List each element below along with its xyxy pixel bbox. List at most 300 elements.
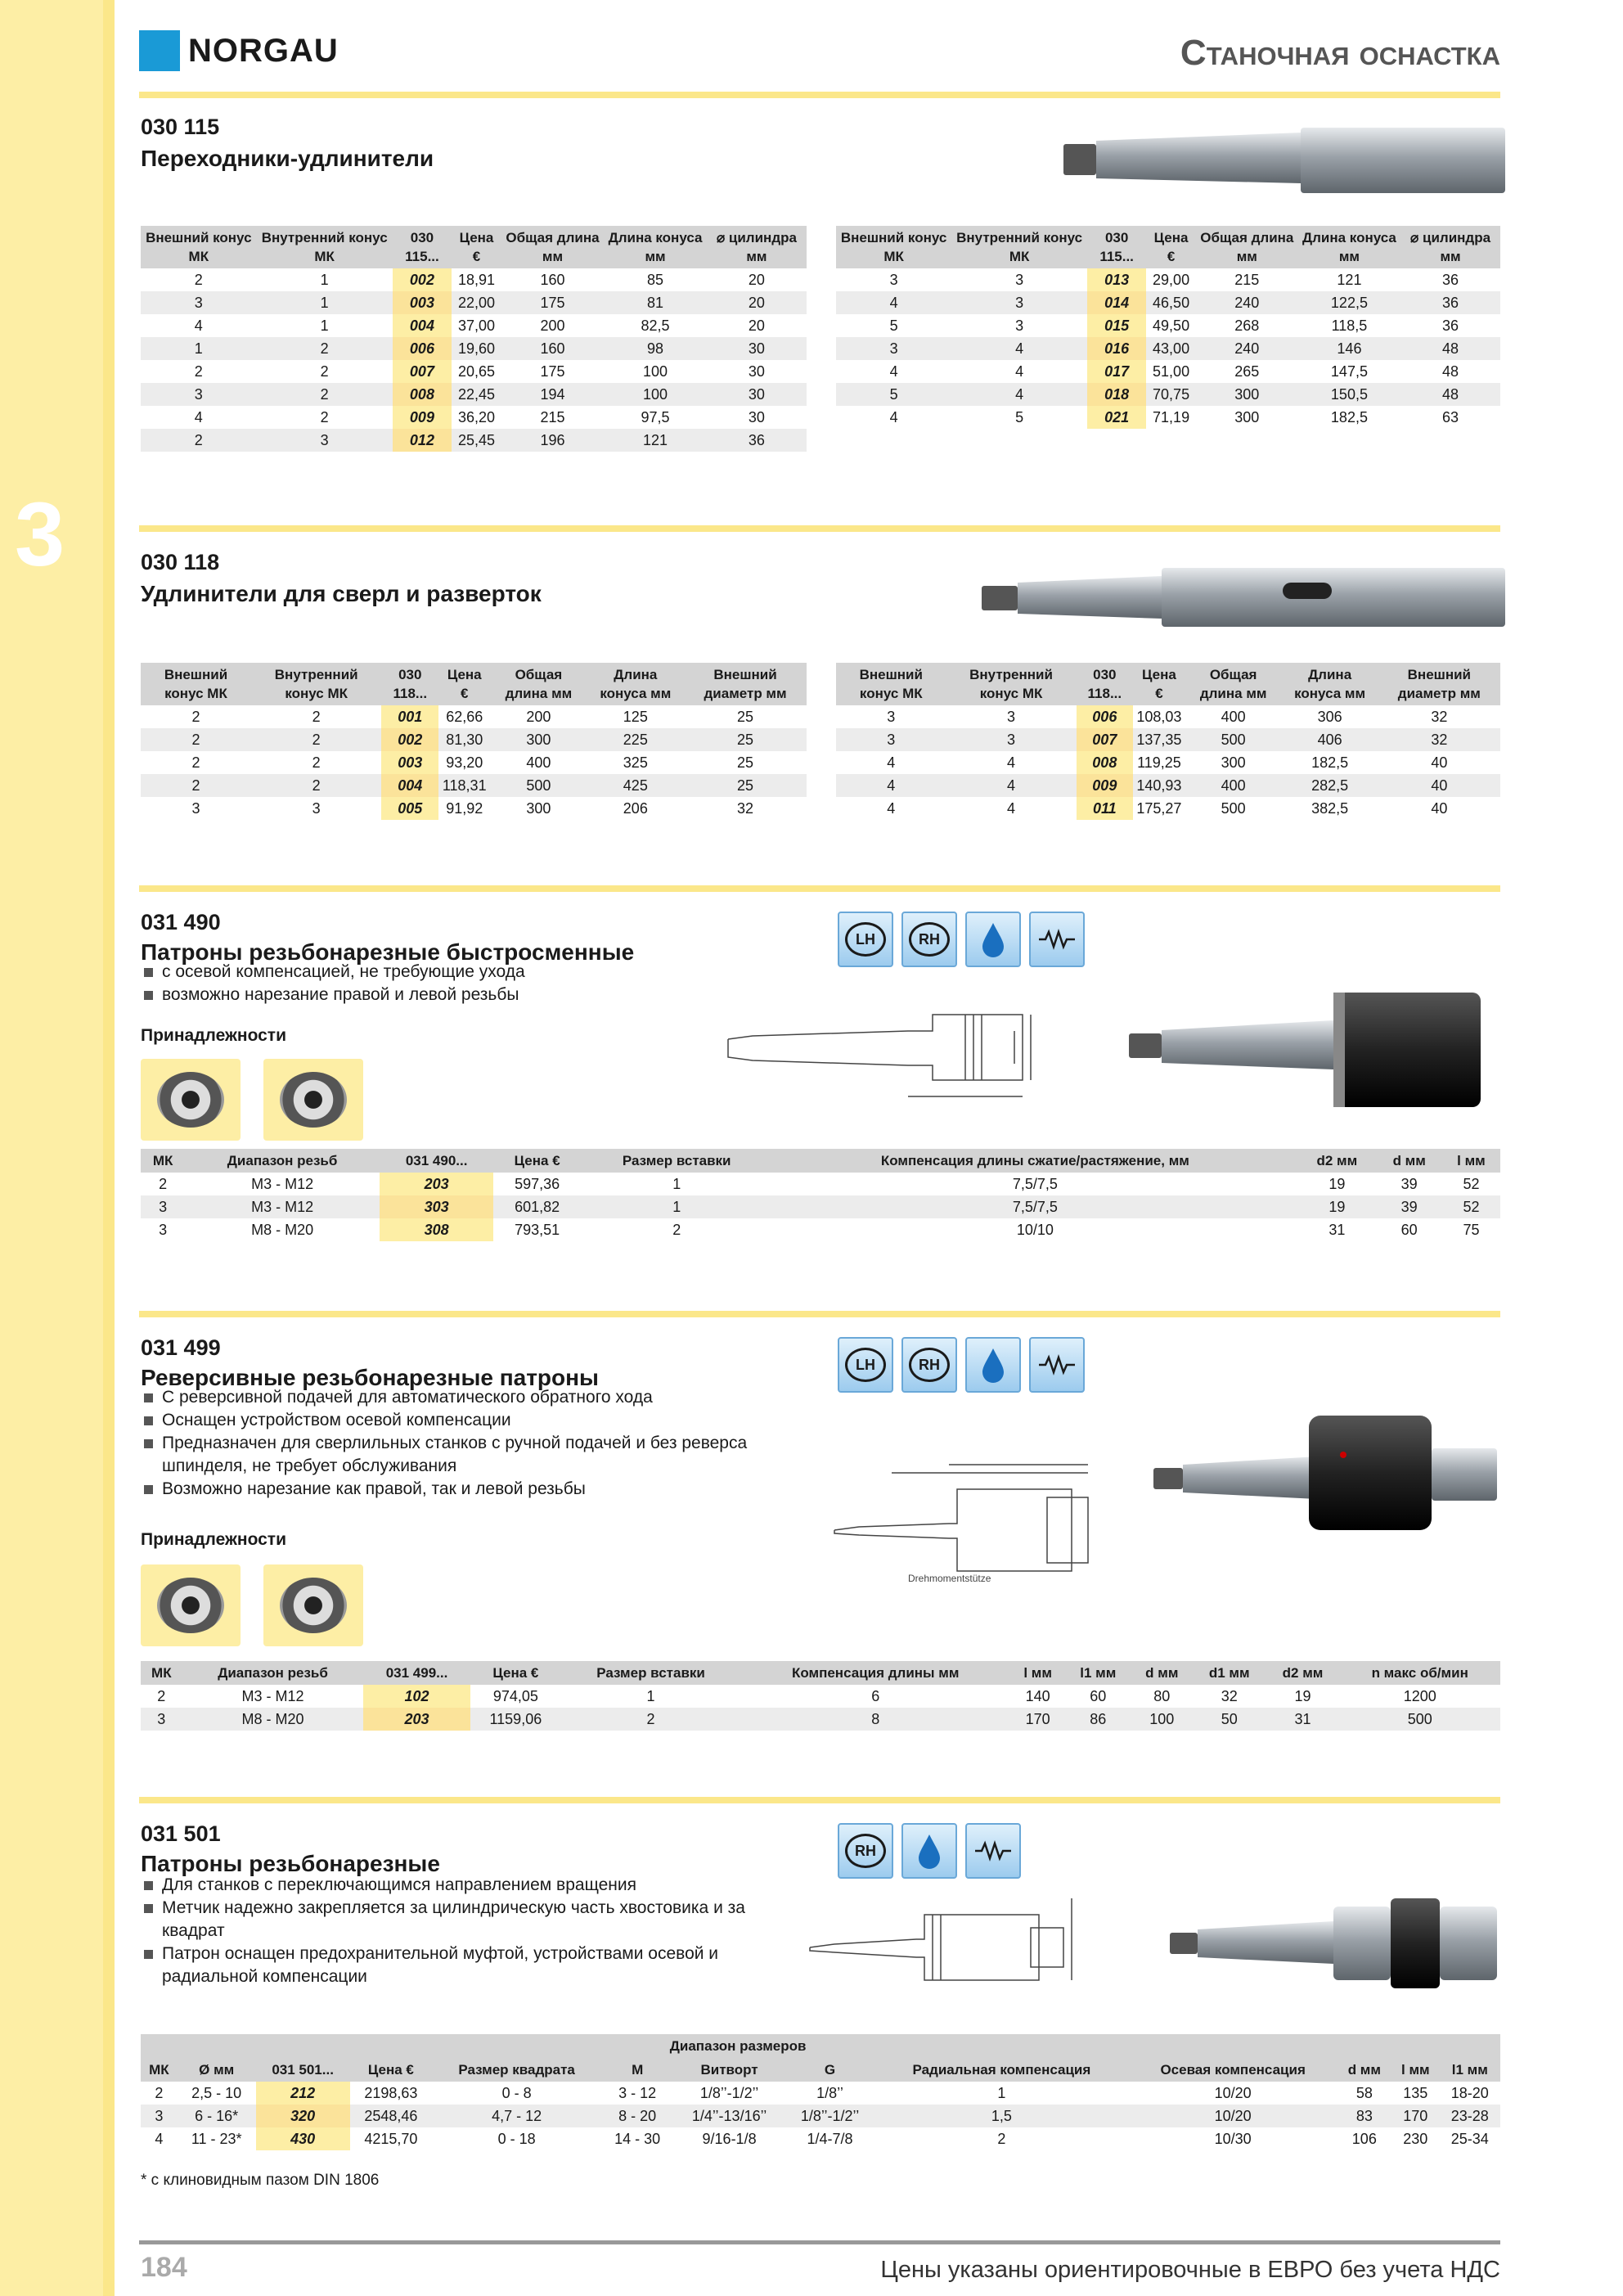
spec-table-030118-right [836, 663, 1500, 820]
divider [139, 92, 1500, 98]
table-cell: 3 [836, 728, 946, 751]
side-strip [0, 0, 115, 2296]
section-code: 030 115 [141, 115, 220, 139]
col-header: d2 мм [1266, 1661, 1340, 1685]
col-header: Внешний конус МК [836, 226, 951, 268]
col-header: Длина конуса мм [1282, 663, 1378, 705]
table-cell: 32 [1221, 1688, 1238, 1704]
table-row [141, 268, 807, 291]
table-cell: 175 [540, 363, 565, 380]
chuck-photo [1129, 978, 1489, 1117]
table-cell: 2 [141, 728, 251, 751]
table-cell: 4 [155, 2131, 164, 2147]
table-cell: 19 [1294, 1688, 1311, 1704]
article-code-cell: 014 [1087, 291, 1146, 314]
table-cell: 282,5 [1282, 774, 1378, 797]
table-cell: 106 [1351, 2131, 1377, 2147]
col-header: 030 118... [381, 663, 438, 705]
table-cell: 160 [501, 337, 604, 360]
table-cell: 81 [604, 291, 707, 314]
table-cell: 2 [320, 363, 329, 380]
table-cell: 122,5 [1298, 291, 1400, 314]
table-cell: 85 [647, 272, 664, 288]
table-cell: 52 [1442, 1195, 1500, 1218]
table-cell: 8 [740, 1708, 1011, 1731]
spec-table-031501 [141, 2034, 1500, 2150]
table-cell: 2 [251, 728, 381, 751]
table-cell: 19 [1297, 1195, 1376, 1218]
article-code-cell: 203 [363, 1708, 470, 1731]
list-item: Для станков с переключающимся направлением вращения [141, 1874, 795, 1897]
article-code-cell: 004 [381, 774, 438, 797]
table-cell: 46,50 [1146, 291, 1196, 314]
table-cell: 300 [1234, 409, 1260, 425]
table-cell: 22,45 [452, 383, 501, 406]
brand-name: NORGAU [188, 32, 339, 69]
table-cell: 3 [889, 272, 898, 288]
table-cell: 51,00 [1153, 363, 1190, 380]
col-header: Цена € [493, 1149, 581, 1173]
feature-icons [838, 912, 1085, 967]
table-cell: 25 [737, 709, 754, 725]
table-cell: 48 [1400, 383, 1500, 406]
table-cell: 2 [155, 2085, 164, 2101]
table-row [836, 406, 1500, 429]
table-cell: 406 [1282, 728, 1378, 751]
left-hand-thread-icon: LH [838, 912, 893, 967]
table-cell: 3 [946, 728, 1077, 751]
table-cell: 6 [871, 1688, 880, 1704]
table-cell: 194 [501, 383, 604, 406]
table-cell: 146 [1298, 337, 1400, 360]
col-header: 031 501... [256, 2034, 350, 2082]
coolant-icon [901, 1823, 957, 1879]
footer-note: Цены указаны ориентировочные в ЕВРО без учета НДС [880, 2257, 1500, 2283]
table-row [836, 383, 1500, 406]
table-cell: 25 [737, 754, 754, 771]
table-cell: 36 [1400, 291, 1500, 314]
table-cell: 75 [1463, 1222, 1480, 1238]
table-cell: 100 [1131, 1708, 1193, 1731]
col-header: d мм [1376, 1149, 1441, 1173]
table-cell: 500 [1339, 1708, 1500, 1731]
table-cell: 8 - 20 [601, 2105, 673, 2127]
reversing-chuck-photo [1153, 1407, 1505, 1538]
table-cell: 300 [1196, 383, 1298, 406]
table-cell: 0 - 18 [497, 2131, 536, 2147]
table-cell: 10/20 [1129, 2105, 1338, 2127]
col-header: МК [141, 1661, 182, 1685]
table-cell: 2 [159, 1176, 168, 1192]
col-header: Длина конуса мм [604, 226, 707, 268]
section-title: Реверсивные резьбонарезные патроны [141, 1365, 599, 1390]
col-header: 030 115... [393, 226, 452, 268]
right-hand-thread-icon: RH [901, 912, 957, 967]
table-row [141, 728, 807, 751]
table-row [141, 1685, 1500, 1708]
table-cell: 3 [836, 337, 951, 360]
col-header: МК [141, 1149, 185, 1173]
table-cell: 25,45 [452, 429, 501, 452]
table-cell: 20 [748, 272, 765, 288]
table-cell: 3 [312, 800, 321, 817]
table-row [836, 291, 1500, 314]
table-cell: 200 [526, 709, 551, 725]
table-cell: 793,51 [515, 1222, 560, 1238]
table-cell: 2 [257, 337, 393, 360]
table-cell: 40 [1431, 800, 1448, 817]
article-code-cell: 015 [1087, 314, 1146, 337]
table-cell: 3 [141, 1195, 185, 1218]
table-cell: 48 [1400, 337, 1500, 360]
list-item: Метчик надежно закрепляется за цилиндрическую часть хвостовика и за квадрат [141, 1897, 795, 1943]
table-cell: 225 [587, 728, 685, 751]
table-cell: 5 [836, 383, 951, 406]
table-cell: 3 [141, 2105, 178, 2127]
table-cell: 1 [257, 291, 393, 314]
table-cell: 14 - 30 [614, 2131, 661, 2147]
col-header: Диапазон размеров [601, 2034, 874, 2058]
col-header: Внутренний конус МК [257, 226, 393, 268]
col-header: l мм [1442, 1149, 1500, 1173]
col-subheader: M [601, 2058, 673, 2082]
table-cell: 10/10 [1016, 1222, 1054, 1238]
spec-table-030118-left [141, 663, 807, 820]
spec-table-030115-right [836, 226, 1500, 429]
col-header: Ø мм [178, 2034, 256, 2082]
section-code: 031 501 [141, 1821, 221, 1846]
table-cell: 36 [1442, 317, 1459, 334]
table-cell: 2 [141, 429, 257, 452]
table-cell: 100 [604, 383, 707, 406]
table-cell: 2 [194, 272, 203, 288]
table-cell: 2 [191, 709, 200, 725]
table-row [141, 2082, 1500, 2105]
col-header: Радиальная компенсация [874, 2034, 1129, 2082]
spec-table-031490 [141, 1149, 1500, 1241]
article-code-cell: 320 [256, 2105, 350, 2127]
table-row [141, 751, 807, 774]
table-cell: 2 [312, 709, 321, 725]
table-row [141, 383, 807, 406]
table-row [836, 360, 1500, 383]
col-header: n макс об/мин [1339, 1661, 1500, 1685]
table-cell: 2 [141, 774, 251, 797]
table-cell: 2 [672, 1222, 681, 1238]
table-cell: 240 [1196, 291, 1298, 314]
table-cell: 40 [1431, 754, 1448, 771]
table-cell: 49,50 [1153, 317, 1190, 334]
article-code-cell: 012 [393, 429, 452, 452]
table-cell: 300 [526, 800, 551, 817]
table-cell: 62,66 [446, 709, 483, 725]
table-cell: 2198,63 [364, 2085, 418, 2101]
table-cell: 170 [1391, 2105, 1440, 2127]
table-cell: 5 [1015, 409, 1024, 425]
col-header: Компенсация длины мм [740, 1661, 1011, 1685]
compensation-icon [965, 1823, 1021, 1879]
table-cell: 597,36 [515, 1176, 560, 1192]
table-cell: 23-28 [1440, 2105, 1500, 2127]
article-code-cell: 016 [1087, 337, 1146, 360]
col-header: Размер квадрата [432, 2034, 601, 2082]
article-code-cell: 009 [1077, 774, 1134, 797]
table-cell: 1/8’’-1/2’’ [699, 2085, 759, 2101]
col-header: Внешний конус МК [836, 663, 946, 705]
table-cell: 50 [1193, 1708, 1266, 1731]
article-code-cell: 003 [393, 291, 452, 314]
table-cell: 240 [1196, 337, 1298, 360]
table-cell: 30 [707, 383, 807, 406]
col-header: Компенсация длины сжатие/растяжение, мм [772, 1149, 1297, 1173]
table-row [141, 1218, 1500, 1241]
table-row [836, 728, 1500, 751]
coolant-icon [965, 1337, 1021, 1393]
table-row [141, 406, 807, 429]
table-cell: 306 [1317, 709, 1342, 725]
table-cell: 2 [157, 1688, 166, 1704]
table-cell: 215 [1234, 272, 1260, 288]
article-code-cell: 002 [381, 728, 438, 751]
compensation-icon [1029, 912, 1085, 967]
list-item: С реверсивной подачей для автоматического обратного хода [141, 1386, 812, 1409]
table-cell: 2 [251, 774, 381, 797]
table-cell: 100 [643, 363, 668, 380]
feature-list [141, 1386, 812, 1501]
section-title: Удлинители для сверл и разверток [141, 581, 542, 606]
table-cell: 4,7 - 12 [432, 2105, 601, 2127]
col-header: ⌀ цилиндра мм [1400, 226, 1500, 268]
table-cell: 7,5/7,5 [1012, 1176, 1058, 1192]
table-cell: 400 [1221, 709, 1246, 725]
article-code-cell: 003 [381, 751, 438, 774]
table-cell: 4 [946, 774, 1077, 797]
table-cell: 2 [561, 1708, 740, 1731]
table-cell: 265 [1234, 363, 1260, 380]
table-cell: 500 [490, 774, 587, 797]
table-cell: 36,20 [457, 409, 496, 425]
table-cell: 39 [1400, 1176, 1418, 1192]
table-cell: 70,75 [1146, 383, 1196, 406]
table-cell: 118,31 [438, 774, 490, 797]
table-cell: 1/4-7/8 [807, 2131, 853, 2147]
article-code-cell: 303 [380, 1195, 493, 1218]
article-code-cell: 021 [1087, 406, 1146, 429]
col-header: Цена € [350, 2034, 432, 2082]
table-row [836, 751, 1500, 774]
col-header: d мм [1338, 2034, 1391, 2082]
table-cell: 2,5 - 10 [191, 2085, 242, 2101]
table-cell: 325 [623, 754, 648, 771]
table-cell: M3 - M12 [241, 1688, 304, 1704]
accessory-insert-image [263, 1059, 363, 1141]
col-header: Внешний диаметр мм [1378, 663, 1500, 705]
section-title: Патроны резьбонарезные [141, 1851, 440, 1876]
page-title: Станочная оснастка [1180, 33, 1500, 73]
section-title: Переходники-удлинители [141, 146, 434, 171]
table-cell: 119,25 [1137, 754, 1181, 771]
table-cell: 31 [1329, 1222, 1346, 1238]
table-cell: 140,93 [1133, 774, 1185, 797]
table-cell: 36 [1442, 272, 1459, 288]
feature-list [141, 961, 525, 1006]
table-cell: M8 - M20 [182, 1708, 364, 1731]
table-cell: 37,00 [457, 317, 496, 334]
table-cell: 82,5 [641, 317, 670, 334]
col-header: Цена € [1133, 663, 1185, 705]
table-cell: 3 [951, 291, 1087, 314]
table-cell: 160 [540, 272, 565, 288]
col-header: Внешний конус МК [141, 663, 251, 705]
col-header: Внутренний конус МК [251, 663, 381, 705]
col-header: 031 490... [380, 1149, 493, 1173]
table-cell: 43,00 [1146, 337, 1196, 360]
table-cell: 3 [1007, 709, 1016, 725]
col-header: d1 мм [1193, 1661, 1266, 1685]
table-cell: 182,5 [1311, 754, 1349, 771]
table-cell: 1 [997, 2085, 1006, 2101]
table-cell: 1159,06 [470, 1708, 562, 1731]
col-header: l1 мм [1440, 2034, 1500, 2082]
table-cell: 31 [1266, 1708, 1340, 1731]
list-item: Патрон оснащен предохранительной муфтой, устройствами осевой и радиальной компенсации [141, 1943, 795, 1988]
table-row [836, 337, 1500, 360]
table-cell: 206 [623, 800, 648, 817]
table-cell: 25 [684, 728, 807, 751]
table-row [836, 797, 1500, 820]
table-cell: 400 [1185, 774, 1282, 797]
divider [139, 1797, 1500, 1803]
table-cell: 4 [951, 337, 1087, 360]
col-header: Внешний конус МК [141, 226, 257, 268]
col-header: Внутренний конус МК [951, 226, 1087, 268]
table-cell: 18-20 [1450, 2085, 1489, 2101]
list-item: Предназначен для сверлильных станков с ручной подачей и без реверса шпинделя, не требует обслуживания [141, 1432, 812, 1478]
table-cell: 1200 [1403, 1688, 1436, 1704]
table-cell: 1 [320, 272, 329, 288]
article-code-cell: 002 [393, 268, 452, 291]
table-cell: 10/30 [1214, 2131, 1252, 2147]
table-cell: 3 [141, 1708, 182, 1731]
table-cell: 974,05 [492, 1688, 538, 1704]
table-cell: 20,65 [457, 363, 496, 380]
accessories-label: Принадлежности [141, 1530, 286, 1549]
accessory-insert-image [141, 1059, 241, 1141]
table-cell: 2 [257, 383, 393, 406]
col-header: Размер вставки [561, 1661, 740, 1685]
table-cell: 60 [1090, 1688, 1107, 1704]
table-cell: 1,5 [874, 2105, 1129, 2127]
table-cell: 230 [1403, 2131, 1428, 2147]
col-header: Осевая компенсация [1129, 2034, 1338, 2082]
col-header: Цена € [452, 226, 501, 268]
article-code-cell: 018 [1087, 383, 1146, 406]
article-code-cell: 212 [256, 2082, 350, 2105]
table-cell: 20 [707, 291, 807, 314]
col-subheader: G [785, 2058, 874, 2082]
table-cell: 1/8’’ [816, 2085, 843, 2101]
table-cell: 39 [1376, 1195, 1441, 1218]
table-cell: 147,5 [1330, 363, 1368, 380]
col-subheader: Витворт [673, 2058, 785, 2082]
drill-extension-photo [982, 565, 1505, 630]
table-cell: 500 [1185, 728, 1282, 751]
table-cell: 30 [707, 337, 807, 360]
table-cell: 97,5 [641, 409, 670, 425]
article-code-cell: 203 [380, 1173, 493, 1195]
table-cell: 196 [501, 429, 604, 452]
table-cell: 121 [604, 429, 707, 452]
accessory-insert-image [263, 1564, 363, 1646]
table-row [141, 1195, 1500, 1218]
table-cell: M3 - M12 [185, 1195, 380, 1218]
table-cell: 6 - 16* [178, 2105, 256, 2127]
table-row [141, 337, 807, 360]
col-header: Длина конуса мм [1298, 226, 1400, 268]
table-cell: 9/16-1/8 [702, 2131, 757, 2147]
table-row [836, 314, 1500, 337]
table-row [836, 705, 1500, 728]
divider [139, 1311, 1500, 1317]
table-cell: 4 [1007, 754, 1016, 771]
article-code-cell: 009 [393, 406, 452, 429]
table-cell: 19,60 [452, 337, 501, 360]
col-header: Диапазон резьб [185, 1149, 380, 1173]
tapping-chuck-photo [1170, 1882, 1505, 1997]
table-cell: 137,35 [1133, 728, 1185, 751]
table-cell: 200 [540, 317, 565, 334]
chuck-drawing [720, 990, 1063, 1113]
divider [139, 525, 1500, 532]
col-header: ⌀ цилиндра мм [707, 226, 807, 268]
table-cell: 4 [836, 774, 946, 797]
table-cell: 1 [320, 317, 329, 334]
col-header: l мм [1391, 2034, 1440, 2082]
table-cell: 121 [1337, 272, 1362, 288]
article-code-cell: 011 [1077, 797, 1134, 820]
col-header: 030 118... [1077, 663, 1134, 705]
side-strip-edge [103, 0, 115, 2296]
table-row [141, 291, 807, 314]
table-cell: 3 [141, 383, 257, 406]
table-cell: 80 [1153, 1688, 1171, 1704]
table-cell: 91,92 [446, 800, 483, 817]
table-cell: 3 [1015, 272, 1024, 288]
table-cell: 140 [1025, 1688, 1050, 1704]
table-cell: 1 [672, 1176, 681, 1192]
table-cell: 425 [587, 774, 685, 797]
table-cell: 98 [604, 337, 707, 360]
feature-list [141, 1874, 795, 1988]
col-header: Длина конуса мм [587, 663, 685, 705]
table-cell: 4 [1007, 800, 1016, 817]
table-cell: 125 [623, 709, 648, 725]
table-cell: 32 [1431, 709, 1448, 725]
table-cell: 25-34 [1450, 2131, 1489, 2147]
table-cell: 182,5 [1330, 409, 1368, 425]
right-hand-thread-icon: RH [901, 1337, 957, 1393]
table-cell: 36 [707, 429, 807, 452]
table-cell: 601,82 [493, 1195, 581, 1218]
table-cell: 3 - 12 [618, 2085, 657, 2101]
table-cell: 2 [191, 754, 200, 771]
table-cell: 81,30 [438, 728, 490, 751]
table-cell: 268 [1234, 317, 1260, 334]
table-cell: 2 [320, 409, 329, 425]
spec-table-031499 [141, 1661, 1500, 1731]
left-hand-thread-icon: LH [838, 1337, 893, 1393]
table-row [141, 1708, 1500, 1731]
